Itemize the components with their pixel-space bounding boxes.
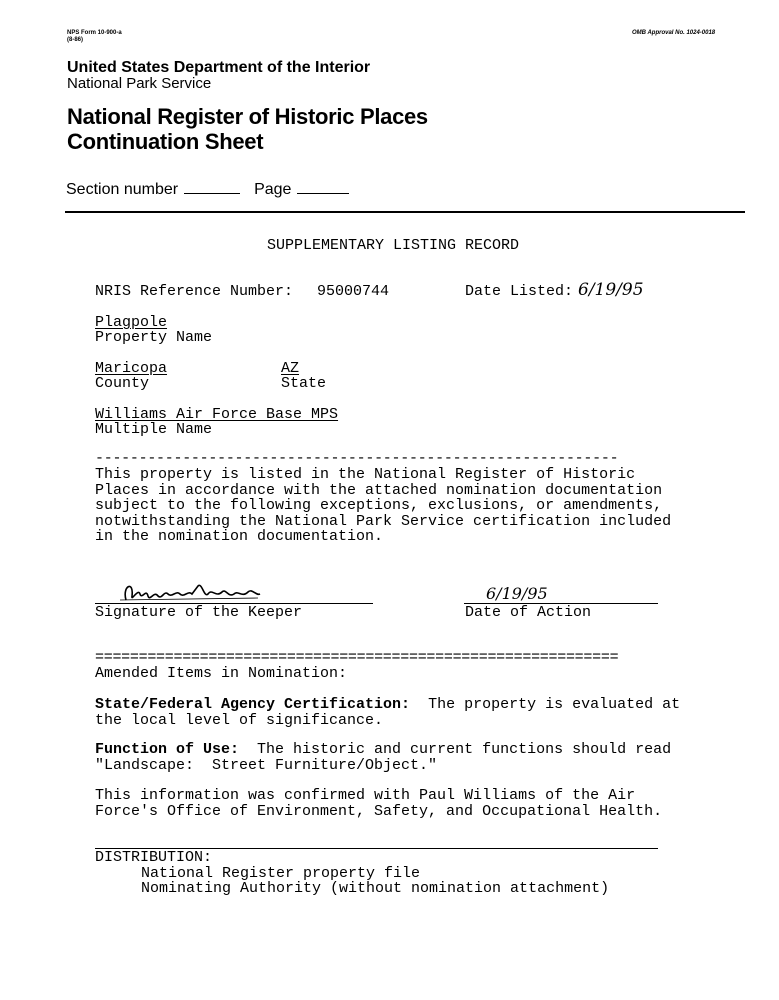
section-number-label: Section number bbox=[66, 181, 179, 198]
cert-row bbox=[95, 697, 680, 713]
func-label: Function of Use: bbox=[95, 741, 240, 758]
service-name: National Park Service bbox=[67, 75, 212, 92]
date-action-label: Date of Action bbox=[465, 604, 592, 621]
section-page-row bbox=[66, 181, 349, 199]
section-number-blank bbox=[184, 181, 240, 194]
county-value: Maricopa bbox=[95, 360, 168, 377]
county-label: County bbox=[95, 375, 150, 392]
date-listed-value: 6/19/95 bbox=[578, 280, 644, 300]
property-name: Plagpole bbox=[95, 314, 168, 331]
property-name-label: Property Name bbox=[95, 329, 213, 346]
func-row bbox=[95, 742, 671, 758]
date-action-value: 6/19/95 bbox=[486, 584, 548, 603]
statement-line-5: in the nomination documentation. bbox=[95, 528, 384, 545]
distribution-heading: DISTRIBUTION: bbox=[95, 849, 213, 866]
omb-approval: OMB Approval No. 1024-0018 bbox=[632, 30, 716, 36]
form-number: NPS Form 10-900-a bbox=[67, 30, 122, 36]
date-listed-label: Date Listed: bbox=[465, 283, 574, 300]
form-date: (8-86) bbox=[67, 37, 84, 43]
state-value: AZ bbox=[281, 360, 300, 377]
statement-line-2: Places in accordance with the attached nomination documentation bbox=[95, 481, 663, 499]
signature-label: Signature of the Keeper bbox=[95, 604, 303, 621]
record-heading: SUPPLEMENTARY LISTING RECORD bbox=[267, 237, 520, 254]
amended-heading: Amended Items in Nomination: bbox=[95, 665, 348, 682]
multiple-name: Williams Air Force Base MPS bbox=[95, 406, 339, 423]
state-label: State bbox=[281, 375, 327, 392]
statement-line-4: notwithstanding the National Park Service certification included bbox=[95, 512, 672, 530]
multiple-name-label: Multiple Name bbox=[95, 421, 213, 438]
header-rule bbox=[65, 211, 745, 213]
page-number-blank bbox=[297, 181, 349, 194]
register-title: National Register of Historic Places bbox=[67, 104, 428, 129]
func-text-1: The historic and current functions should read bbox=[239, 741, 672, 758]
dash-separator: ------------------------------------------------------------ bbox=[95, 450, 619, 467]
nris-label: NRIS Reference Number: bbox=[95, 283, 294, 300]
distribution-item: National Register property file bbox=[141, 864, 421, 882]
agency-name: United States Department of the Interior bbox=[67, 59, 371, 76]
equals-separator: ============================================================ bbox=[95, 649, 619, 666]
distribution-item: Nominating Authority (without nomination attachment) bbox=[141, 880, 610, 897]
nris-value: 95000744 bbox=[317, 283, 390, 300]
func-text-2: "Landscape: Street Furniture/Object." bbox=[95, 756, 438, 774]
cert-text-1: The property is evaluated at bbox=[410, 696, 681, 713]
page-label: Page bbox=[254, 181, 292, 198]
cert-label: State/Federal Agency Certification: bbox=[95, 696, 411, 713]
confirm-line-1: This information was confirmed with Paul Williams of the Air bbox=[95, 787, 636, 804]
sheet-title: Continuation Sheet bbox=[67, 129, 264, 154]
confirm-line-2: Force's Office of Environment, Safety, and Occupational Health. bbox=[95, 802, 663, 820]
statement-line-1: This property is listed in the National Register of Historic bbox=[95, 466, 636, 483]
cert-text-2: the local level of significance. bbox=[95, 711, 384, 729]
statement-line-3: subject to the following exceptions, exclusions, or amendments, bbox=[95, 497, 663, 514]
